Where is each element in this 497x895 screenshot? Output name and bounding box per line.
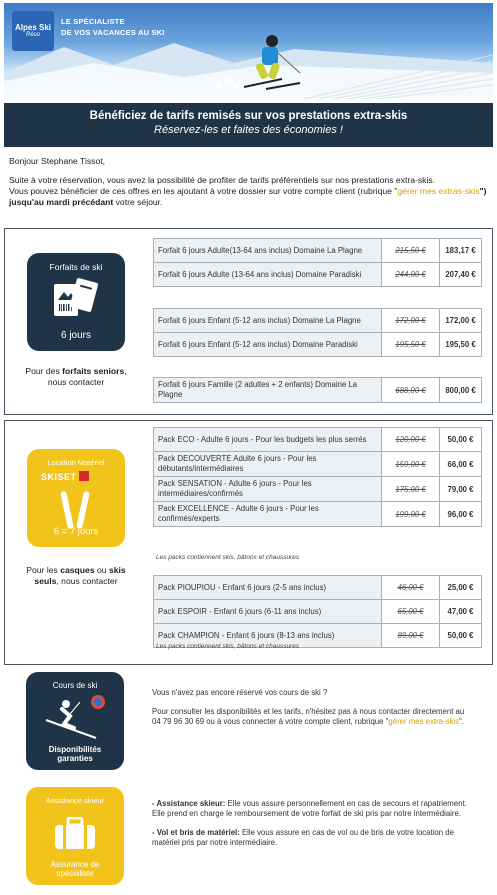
- helmets-note-bold-1: casques: [60, 565, 95, 575]
- offer-label: Pack PIOUPIOU - Enfant 6 jours (2-5 ans inclus): [154, 576, 382, 600]
- adult-packs-table: [153, 427, 482, 527]
- tile-bottom-line-2: spécialiste: [56, 869, 94, 878]
- new-price: 96,00 €: [440, 502, 482, 527]
- table-row[interactable]: [154, 452, 482, 477]
- offer-label: Forfait 6 jours Enfant (5-12 ans inclus) Domaine Paradiski: [154, 333, 382, 357]
- theft-item-text: Elle vous assure en cas de vol ou de bris de votre location de matériel pris par notre intermédiaire.: [152, 828, 454, 847]
- old-price: 46,00 €: [382, 576, 440, 600]
- tile-caption: Cours de ski: [52, 681, 98, 690]
- new-price: 172,00 €: [440, 309, 482, 333]
- ski-pass-table-1: [153, 238, 482, 287]
- tile-duration: 6 = 7 jours: [53, 526, 99, 537]
- table-row[interactable]: [154, 309, 482, 333]
- ski-lessons-tile: [26, 672, 124, 770]
- briefcase-icon: [53, 817, 97, 851]
- intro-para-1: Suite à votre réservation, vous avez la possibilité de profiter de tarifs préférentiels sur nos prestations extra-skis.: [9, 175, 436, 185]
- ski-lessons-contact-end: ".: [459, 717, 464, 726]
- ski-lessons-contact-start: Pour consulter les disponibilités et les tarifs, n'hésitez pas à nous contacter directement au 04 79 96 30 69 ou à vous connecter à votre compte client, rubrique ": [152, 707, 465, 726]
- offer-label: Forfait 6 jours Enfant (5-12 ans inclus) Domaine La Plagne: [154, 309, 382, 333]
- ski-lessons-text: [152, 688, 467, 736]
- new-price: 183,17 €: [440, 239, 482, 263]
- offer-label: Pack CHAMPION - Enfant 6 jours (8-13 ans inclus): [154, 624, 382, 648]
- child-packs-table: [153, 575, 482, 648]
- new-price: 79,00 €: [440, 477, 482, 502]
- tile-bottom-text: [26, 860, 124, 878]
- logo-subtext: Réso: [25, 32, 40, 38]
- seniors-note-start: Pour des: [25, 366, 63, 376]
- table-row[interactable]: [154, 502, 482, 527]
- helmets-note-mid: ou: [94, 565, 109, 575]
- new-price: 66,00 €: [440, 452, 482, 477]
- offer-label: Pack SENSATION - Adulte 6 jours - Pour les intermédiaires/confirmés: [154, 477, 382, 502]
- new-price: 47,00 €: [440, 600, 482, 624]
- assistance-text: [152, 799, 472, 857]
- table-row[interactable]: [154, 576, 482, 600]
- child-packs-note: Les packs contiennent skis, bâtons et chaussures: [156, 643, 300, 650]
- old-price: 159,00 €: [382, 452, 440, 477]
- offer-label: Forfait 6 jours Famille (2 adultes + 2 enfants) Domaine La Plagne: [154, 378, 382, 403]
- ski-lessons-question: Vous n'avez pas encore réservé vos cours de ski ?: [152, 688, 328, 697]
- old-price: 172,00 €: [382, 309, 440, 333]
- equipment-rental-tile: [27, 449, 125, 547]
- ski-pass-tile: [27, 253, 125, 351]
- new-price: 50,00 €: [440, 428, 482, 452]
- manage-extras-link-2[interactable]: gérer mes extra-skis: [388, 717, 460, 726]
- tile-caption: Assistance skieur: [45, 796, 105, 805]
- old-price: 688,00 €: [382, 378, 440, 403]
- seniors-note-bold: forfaits seniors: [62, 366, 125, 376]
- intro-paragraph: [9, 175, 487, 208]
- tile-bottom-line-1: Disponibilités: [48, 745, 102, 754]
- assistance-item-text: Elle vous assure personnellement en cas de secours et rapatriement. Elle prend en charge le remboursement de votre forfait de ski pris par notre intermédiaire.: [152, 799, 467, 818]
- theft-item: [152, 828, 472, 848]
- old-price: 65,00 €: [382, 600, 440, 624]
- tagline-line-2: DE VOS VACANCES AU SKI: [61, 28, 165, 37]
- section-ski-lessons: [4, 669, 493, 778]
- new-price: 50,00 €: [440, 624, 482, 648]
- table-row[interactable]: [154, 378, 482, 403]
- table-row[interactable]: [154, 428, 482, 452]
- ski-lessons-contact: [152, 707, 467, 727]
- tile-duration: 6 jours: [60, 330, 91, 341]
- offer-label: Pack ESPOIR - Enfant 6 jours (6-11 ans inclus): [154, 600, 382, 624]
- skiset-logo-text: SKISET: [41, 472, 77, 482]
- old-price: 175,00 €: [382, 477, 440, 502]
- offer-label: Pack ECO - Adulte 6 jours - Pour les budgets les plus serrés: [154, 428, 382, 452]
- section-ski-passes: [4, 228, 493, 415]
- brand-logo[interactable]: [12, 11, 54, 51]
- assistance-item: [152, 799, 472, 819]
- helmets-note-start: Pour les: [26, 565, 61, 575]
- tile-caption: Location Matériel: [47, 458, 105, 467]
- seniors-note: [15, 366, 137, 388]
- offer-label: Forfait 6 jours Adulte(13-64 ans inclus) Domaine La Plagne: [154, 239, 382, 263]
- skiset-logo-mark: [79, 471, 89, 481]
- intro-text: [9, 156, 487, 216]
- greeting: Bonjour Stephane Tissot,: [9, 156, 106, 166]
- intro-deadline: ") jusqu'au mardi précédant: [9, 186, 487, 207]
- helmets-note: [15, 565, 137, 587]
- new-price: 207,40 €: [440, 263, 482, 287]
- banner-title: Bénéficiez de tarifs remisés sur vos prestations extra-skis: [89, 110, 408, 122]
- tile-bottom-text: [26, 745, 124, 763]
- table-row[interactable]: [154, 477, 482, 502]
- old-price: 89,00 €: [382, 624, 440, 648]
- intro-para-2-start: Vous pouvez bénéficier de ces offres en les ajoutant à votre dossier sur votre compte client (rubrique ": [9, 186, 398, 196]
- skiset-logo: [41, 471, 111, 483]
- table-row[interactable]: [154, 600, 482, 624]
- tile-bottom-line-1: Assurance de: [50, 860, 100, 869]
- offer-label: Pack EXCELLENCE - Adulte 6 jours - Pour les confirmés/experts: [154, 502, 382, 527]
- ski-pass-table-2: [153, 308, 482, 357]
- old-price: 244,00 €: [382, 263, 440, 287]
- brand-tagline: [61, 16, 165, 38]
- seniors-note-end: , nous contacter: [47, 366, 127, 387]
- skier-icon: [40, 692, 110, 740]
- skis-icon: [56, 489, 96, 531]
- new-price: 195,50 €: [440, 333, 482, 357]
- section-ski-assistance: [4, 782, 493, 892]
- offer-label: Pack DECOUVERTE Adulte 6 jours - Pour les débutants/intermédiaires: [154, 452, 382, 477]
- new-price: 25,00 €: [440, 576, 482, 600]
- assistance-tile: [26, 787, 124, 885]
- banner-subtitle: Réservez-les et faites des économies !: [154, 124, 343, 136]
- old-price: 199,00 €: [382, 502, 440, 527]
- new-price: 800,00 €: [440, 378, 482, 403]
- table-row[interactable]: [154, 239, 482, 263]
- manage-extras-link[interactable]: gérer mes extras-skis: [397, 186, 480, 196]
- helmets-note-end: , nous contacter: [56, 576, 118, 586]
- table-row[interactable]: [154, 263, 482, 287]
- tile-caption: Forfaits de ski: [49, 262, 103, 272]
- offer-label: Forfait 6 jours Adulte (13-64 ans inclus) Domaine Paradiski: [154, 263, 382, 287]
- ski-pass-table-3: [153, 377, 482, 403]
- tagline-line-1: LE SPÉCIALISTE: [61, 17, 125, 26]
- intro-para-2-end: votre séjour.: [113, 197, 163, 207]
- section-equipment-rental: [4, 420, 493, 665]
- hero-banner-image: [4, 3, 493, 99]
- offer-banner: [4, 103, 493, 147]
- logo-text: Alpes Ski: [14, 23, 51, 32]
- old-price: 120,00 €: [382, 428, 440, 452]
- tile-bottom-line-2: garanties: [57, 754, 93, 763]
- assistance-item-title: - Assistance skieur:: [152, 799, 226, 808]
- helmets-note-bold-2: skis seuls: [34, 565, 126, 586]
- ski-pass-icon: [51, 278, 101, 320]
- adult-packs-note: Les packs contiennent skis, bâtons et chaussures: [156, 554, 300, 561]
- table-row[interactable]: [154, 333, 482, 357]
- theft-item-title: - Vol et bris de matériel:: [152, 828, 240, 837]
- old-price: 215,50 €: [382, 239, 440, 263]
- old-price: 195,50 €: [382, 333, 440, 357]
